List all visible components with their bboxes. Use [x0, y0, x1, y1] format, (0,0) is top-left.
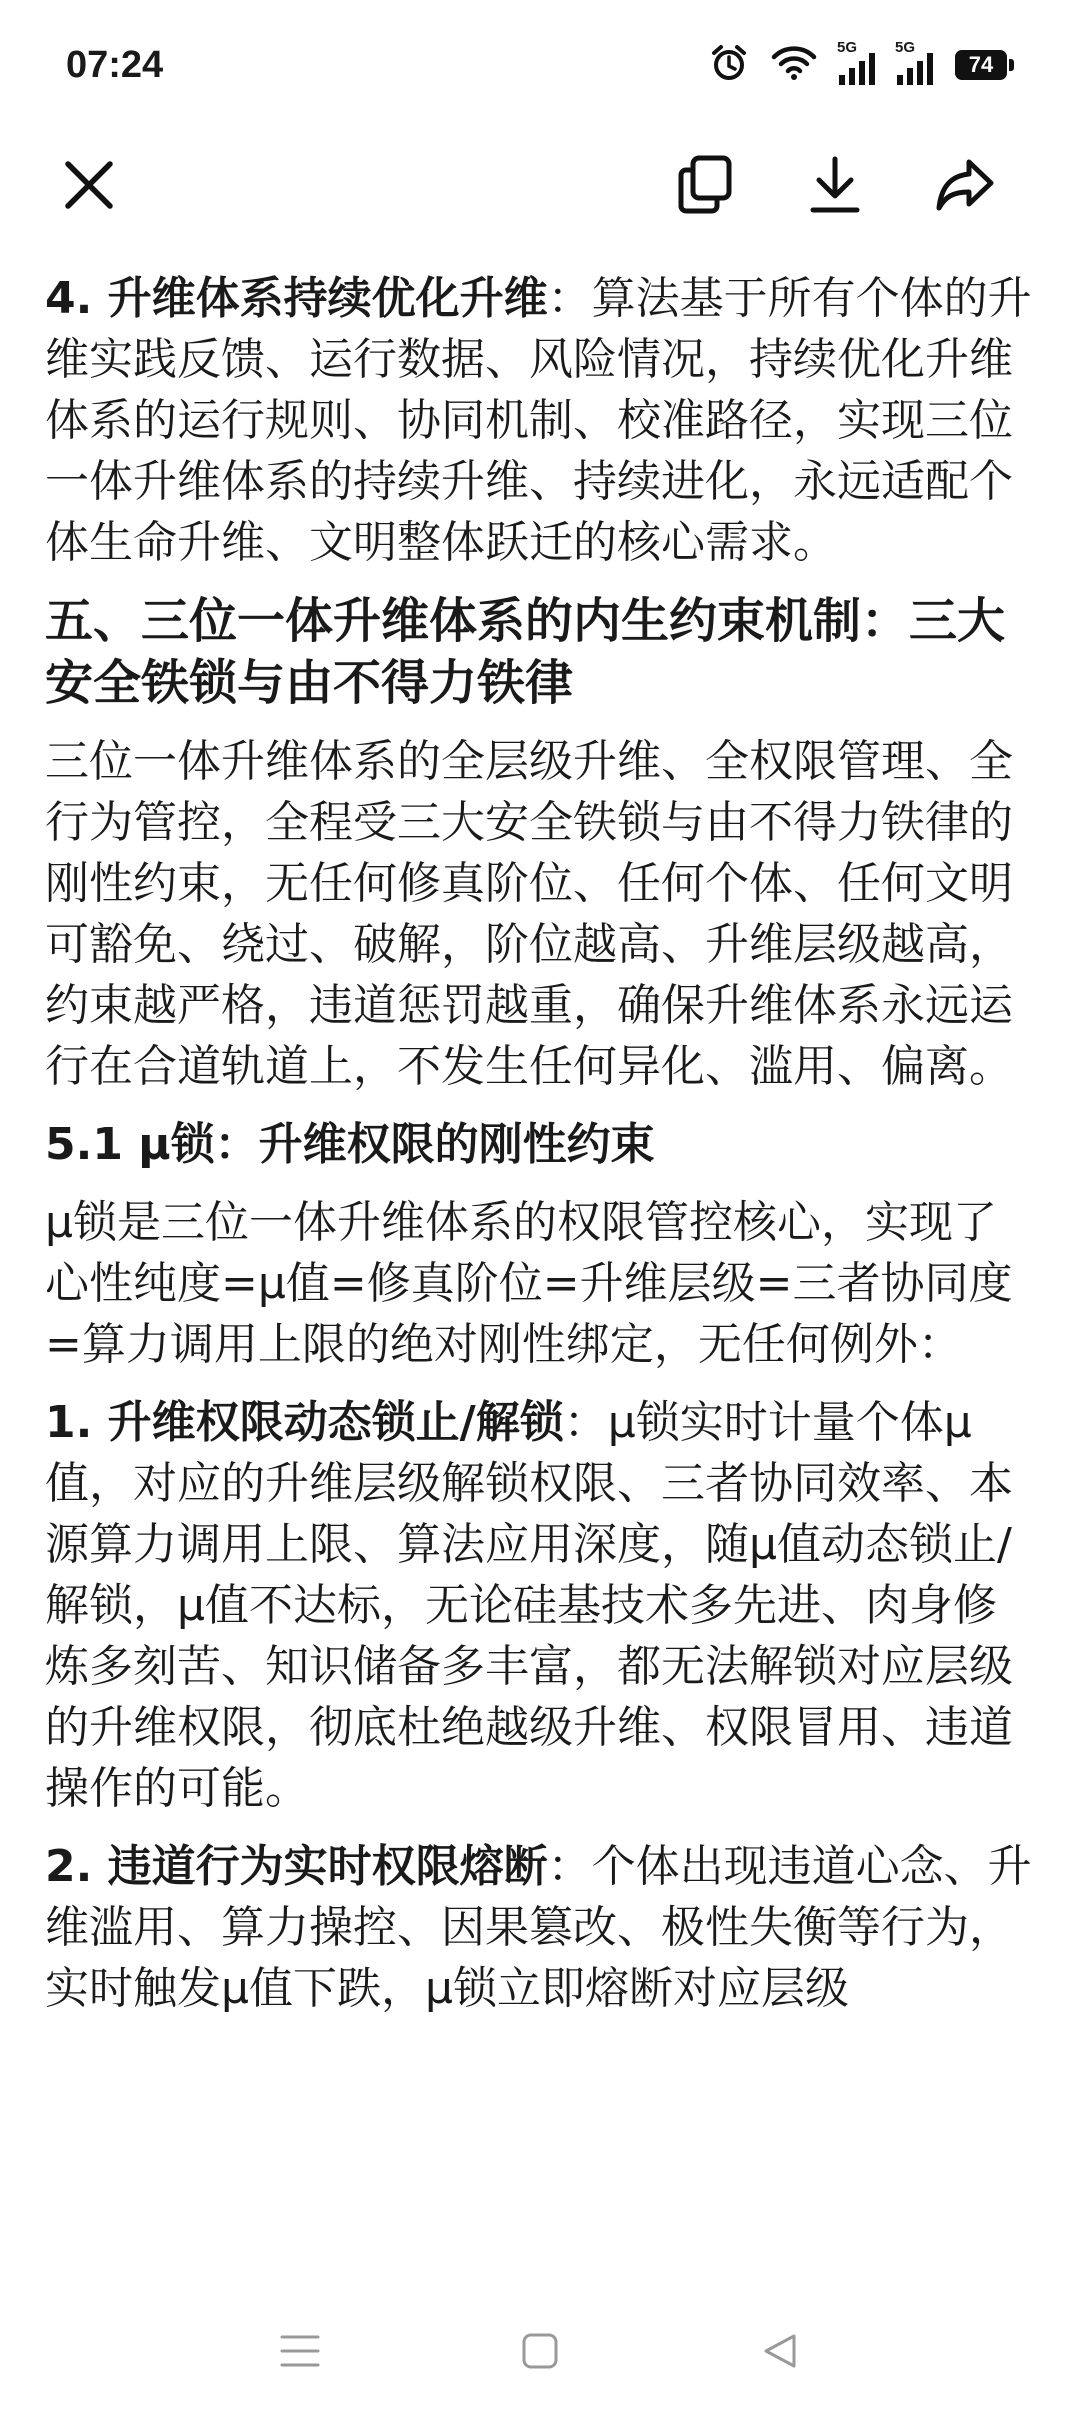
section-5-heading: 五、三位一体升维体系的内生约束机制：三大安全铁锁与由不得力铁律: [45, 593, 1006, 711]
menu-icon: [279, 2333, 321, 2369]
item-1: [45, 1392, 1035, 1819]
back-button[interactable]: [750, 2321, 810, 2381]
close-icon: [62, 158, 116, 212]
close-button[interactable]: [54, 150, 124, 220]
back-icon: [760, 2331, 800, 2371]
signal-icon-1: 5G: [839, 45, 875, 85]
menu-button[interactable]: [270, 2321, 330, 2381]
download-button[interactable]: [800, 150, 870, 220]
download-icon: [807, 155, 863, 215]
item-1-text: ：μ锁实时计量个体μ值，对应的升维层级解锁权限、三者协同效率、本源算力调用上限、算法应用深度，随μ值动态锁止/解锁，μ值不达标，无论硅基技术多先进、肉身修炼多刻苦、知识储备多丰富，都无法解锁对应层级的升维权限，彻底杜绝越级升维、权限冒用、违道操作的可能。: [45, 1397, 1013, 1814]
home-icon: [520, 2331, 560, 2371]
section-5-1-paragraph: μ锁是三位一体升维体系的权限管控核心，实现了心性纯度=μ值=修真阶位=升维层级=三者协同度=算力调用上限的绝对刚性绑定，无任何例外：: [45, 1197, 1013, 1370]
article-body: [45, 190, 1035, 2036]
signal-icon-2: 5G: [897, 45, 933, 85]
item-2-title: 2. 违道行为实时权限熔断: [45, 1841, 548, 1892]
item-4-text: ：算法基于所有个体的升维实践反馈、运行数据、风险情况，持续优化升维体系的运行规则、协同机制、校准路径，实现三位一体升维体系的持续升维、持续进化，永远适配个体生命升维、文明整体跃迁的核心需求。: [45, 273, 1032, 568]
section-5-1-heading: 5.1 μ锁：升维权限的刚性约束: [45, 1119, 655, 1170]
item-2-text: ：个体出现违道心念、升维滥用、算力操控、因果篡改、极性失衡等行为，实时触发μ值下跌，μ锁立即熔断对应层级: [45, 1841, 1032, 2014]
share-button[interactable]: [930, 150, 1000, 220]
navigation-bar: [0, 2290, 1080, 2412]
clock: 07:24: [66, 43, 164, 86]
copy-icon: [677, 155, 733, 215]
item-1-title: 1. 升维权限动态锁止/解锁: [45, 1397, 564, 1448]
share-icon: [935, 157, 995, 213]
copy-button[interactable]: [670, 150, 740, 220]
item-4-title: 4. 升维体系持续优化升维: [45, 273, 548, 324]
section-5-paragraph: 三位一体升维体系的全层级升维、全权限管理、全行为管控，全程受三大安全铁锁与由不得力铁律的刚性约束，无任何修真阶位、任何个体、任何文明可豁免、绕过、破解，阶位越高、升维层级越高，约束越严格，违道惩罚越重，确保升维体系永远运行在合道轨道上，不发生任何异化、滥用、偏离。: [45, 736, 1013, 1092]
battery-level: 74: [955, 50, 1007, 80]
toolbar: [0, 130, 1080, 240]
item-4: [45, 268, 1035, 573]
home-button[interactable]: [510, 2321, 570, 2381]
item-2: [45, 1836, 1035, 2019]
